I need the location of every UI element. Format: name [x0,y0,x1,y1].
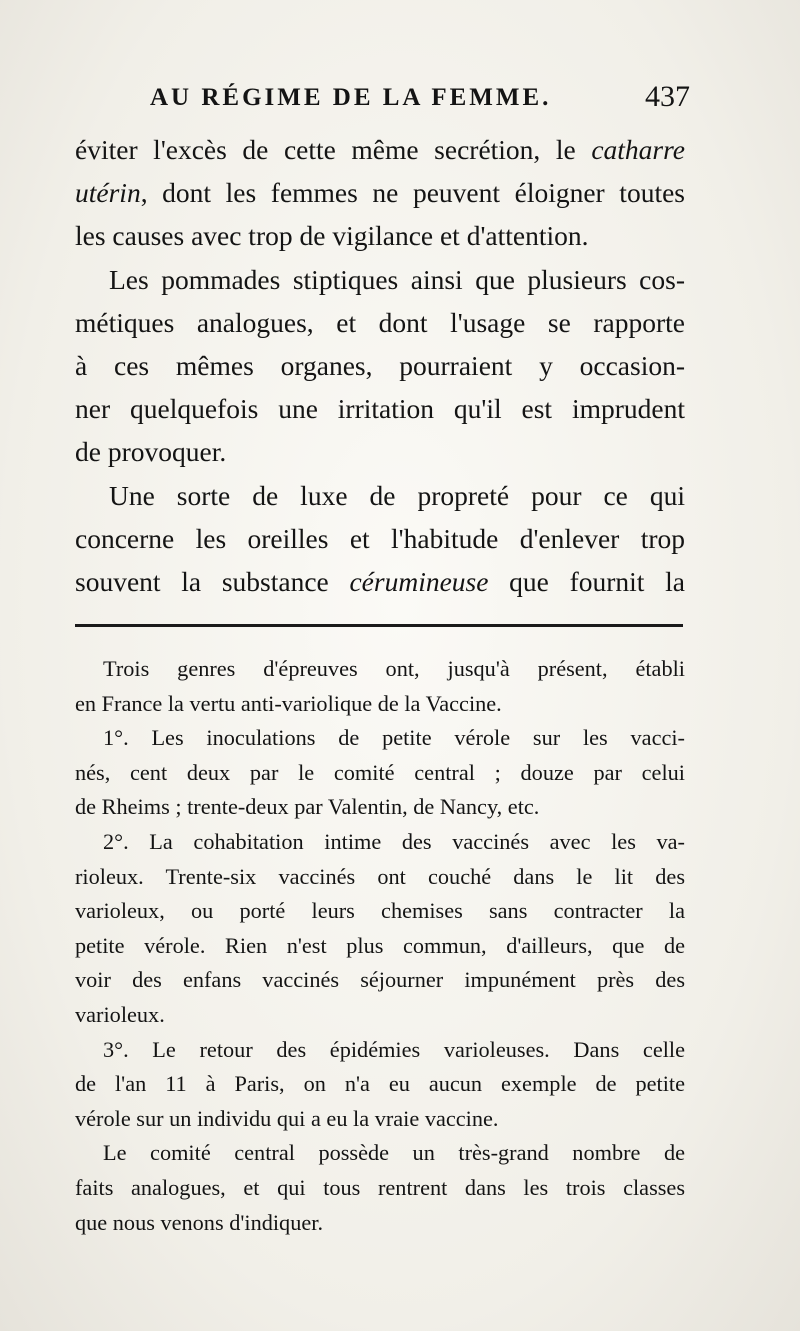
footnote-rule [75,624,683,627]
page-header [150,80,690,120]
note-line: vérole sur un individu qui a eu la vraie vaccine. [75,1105,499,1131]
text-line: utérin, dont les femmes ne peuvent éloigner toutes [75,177,685,209]
note-line: petite vérole. Rien n'est plus commun, d'ailleurs, que de [75,932,685,958]
note-line: rioleux. Trente-six vaccinés ont couché dans le lit des [75,863,685,889]
main-text [75,128,685,603]
note-line: 2°. La cohabitation intime des vaccinés avec les va- [103,828,685,854]
text-line: les causes avec trop de vigilance et d'attention. [75,220,589,252]
note-line: nés, cent deux par le comité central ; douze par celui [75,759,685,785]
note-line: de Rheims ; trente-deux par Valentin, de Nancy, etc. [75,794,540,820]
text-line: à ces mêmes organes, pourraient y occasion- [75,350,685,382]
page-number: 437 [645,80,690,113]
note-line: Trois genres d'épreuves ont, jusqu'à présent, établi [103,656,685,681]
note-line: voir des enfans vaccinés séjourner impunément près des [75,967,685,993]
note-line: varioleux, ou porté leurs chemises sans contracter la [75,898,685,924]
note-line: 1°. Les inoculations de petite vérole sur les vacci- [103,725,685,751]
note-line: Le comité central possède un très-grand nombre de [103,1140,685,1166]
note-line: 3°. Le retour des épidémies varioleuses. Dans celle [103,1036,685,1062]
text-line: ner quelquefois une irritation qu'il est imprudent [75,393,685,425]
footnote [75,652,685,1240]
note-line: varioleux. [75,1001,165,1027]
text-line: de provoquer. [75,436,227,468]
text-line: métiques analogues, et dont l'usage se rapporte [75,306,685,338]
text-line: souvent la substance cérumineuse que fournit la [75,566,685,598]
note-line: que nous venons d'indiquer. [75,1209,324,1235]
note-line: en France la vertu anti-variolique de la Vaccine. [75,690,502,716]
text-line: Une sorte de luxe de propreté pour ce qui [109,479,685,511]
note-line: faits analogues, et qui tous rentrent dans les trois classes [75,1174,685,1200]
note-line: de l'an 11 à Paris, on n'a eu aucun exemple de petite [75,1071,685,1097]
text-line: éviter l'excès de cette même secrétion, le catharre [75,134,685,165]
text-line: Les pommades stiptiques ainsi que plusieurs cos- [109,263,685,295]
running-title: AU RÉGIME DE LA FEMME. [150,84,552,111]
text-line: concerne les oreilles et l'habitude d'enlever trop [75,522,685,554]
